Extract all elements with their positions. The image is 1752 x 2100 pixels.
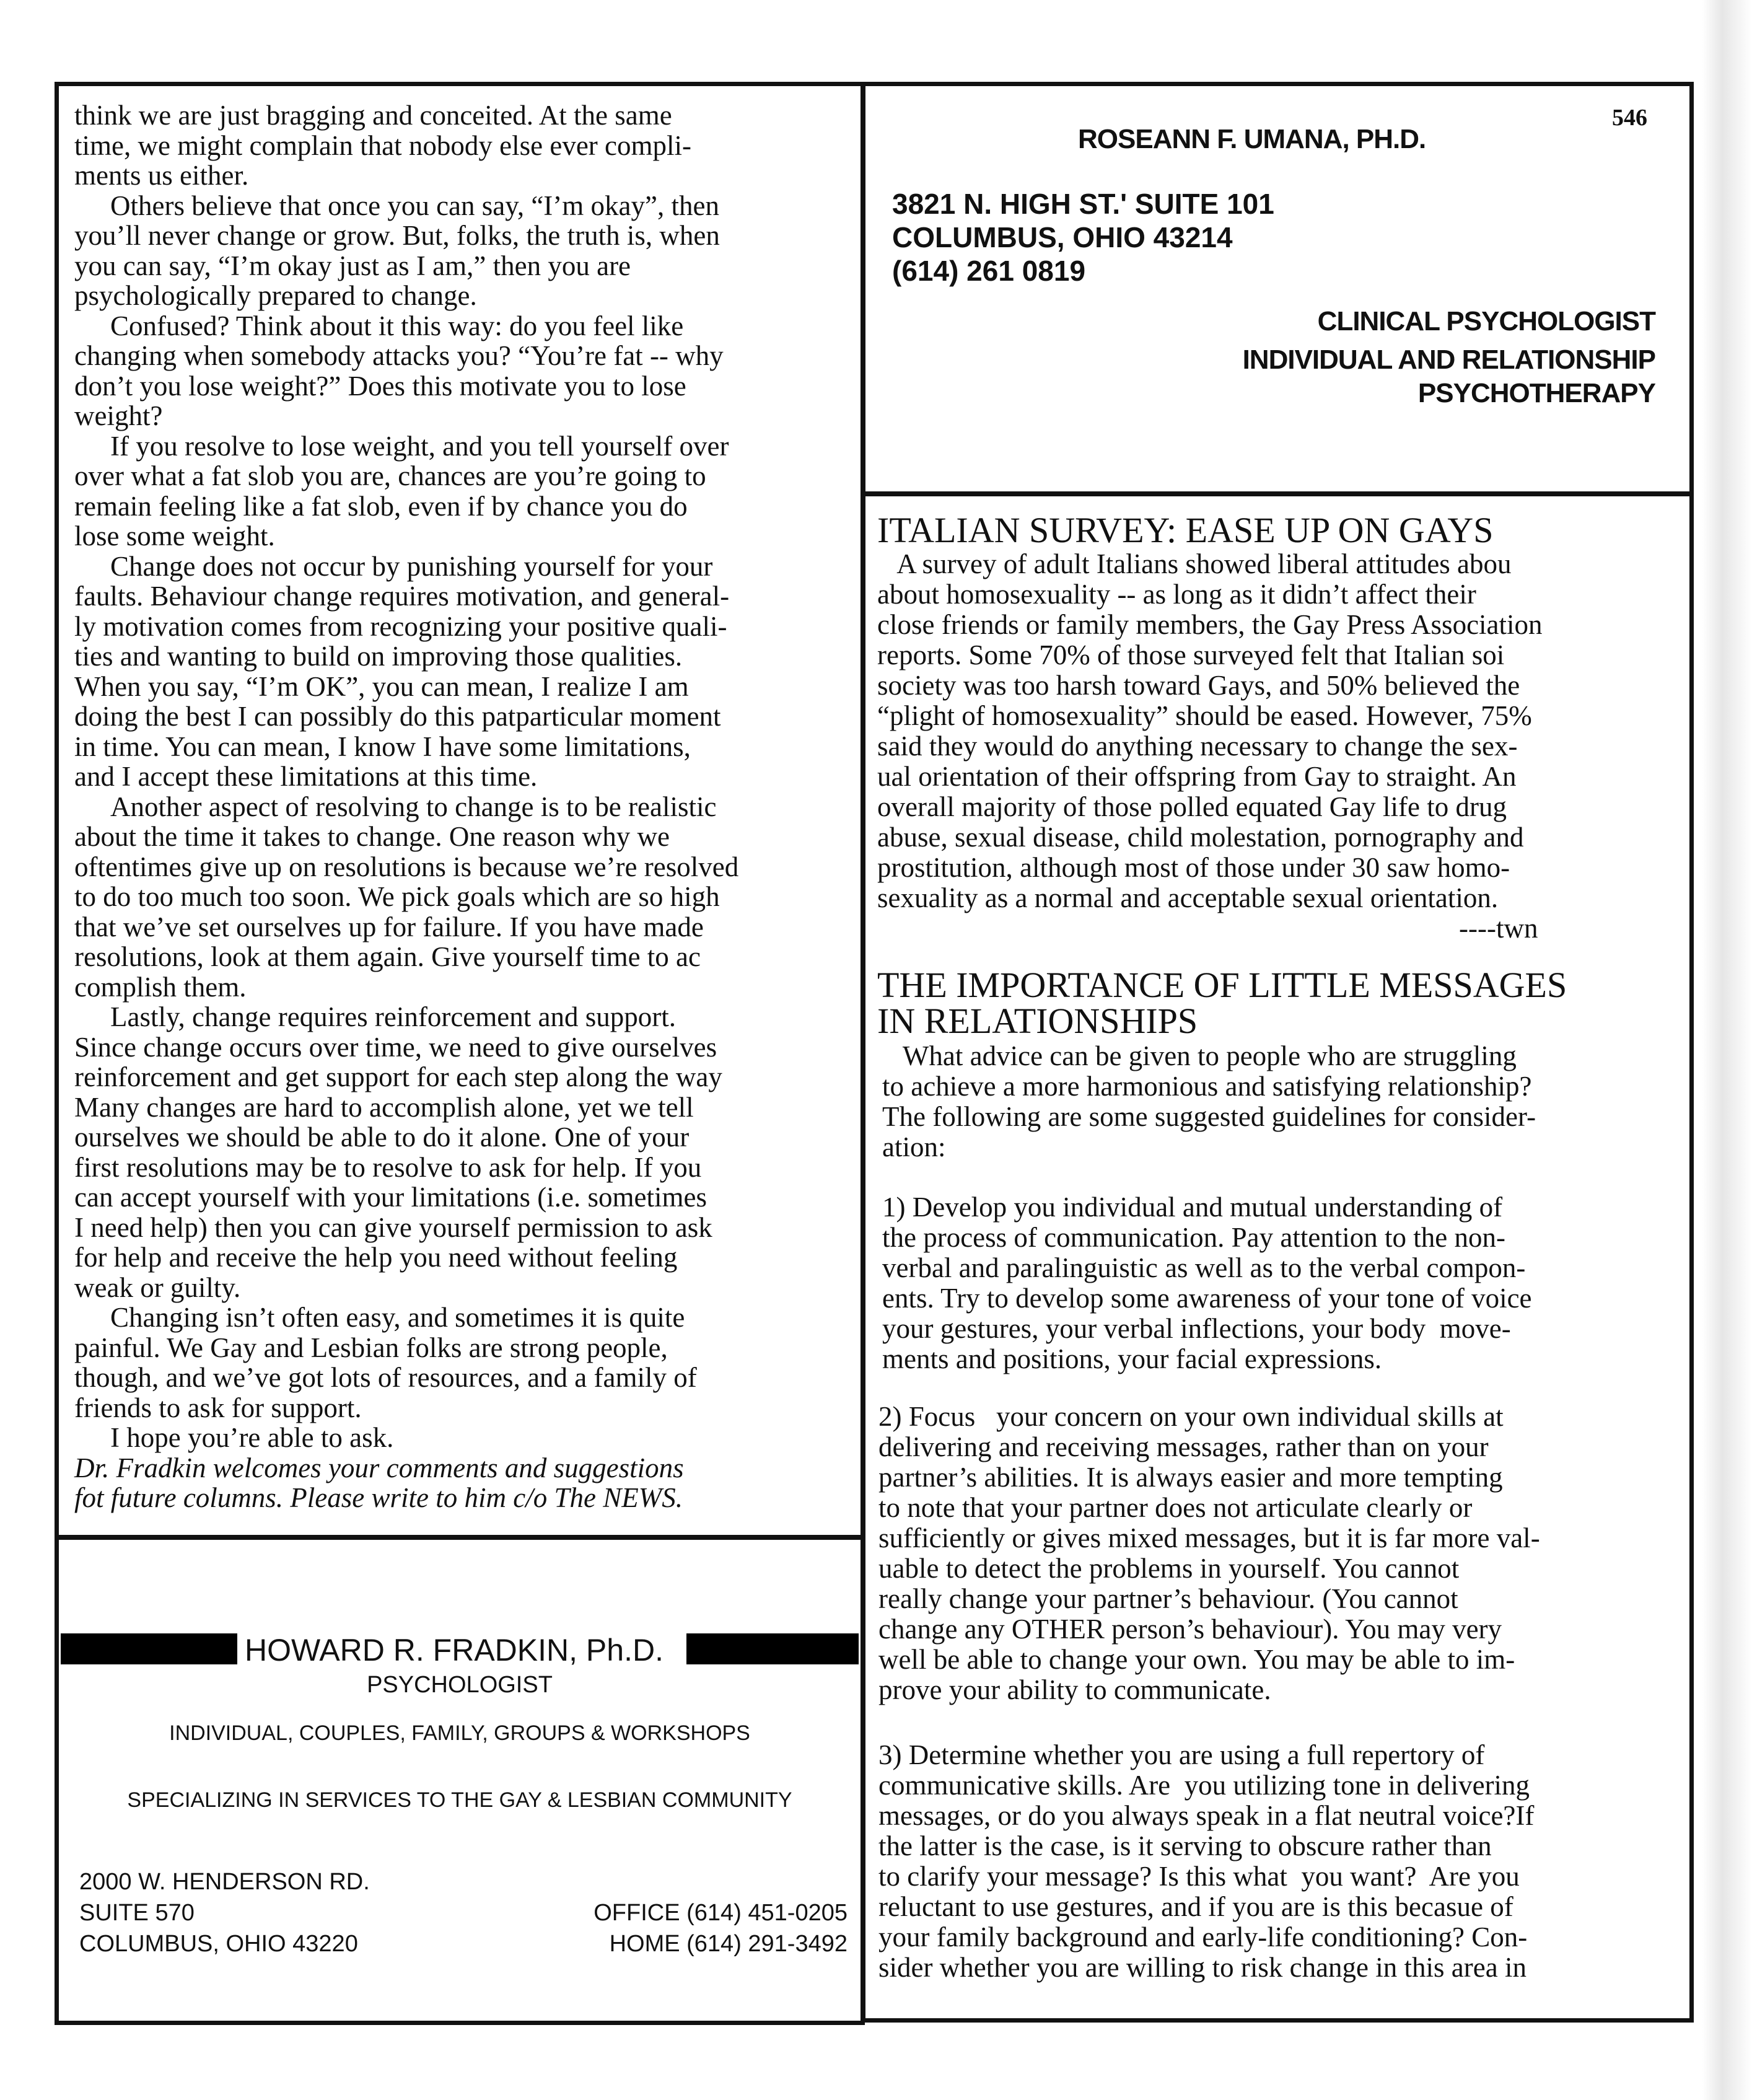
italian-survey-body	[877, 549, 1543, 913]
article-line: weak or guilty.	[74, 1272, 241, 1303]
article-line: sufficiently or gives mixed messages, but it is far more val-	[878, 1522, 1540, 1553]
article-line: ments and positions, your facial expressions.	[882, 1343, 1382, 1374]
article-line: psychologically prepared to change.	[74, 280, 477, 311]
umana-name: ROSEANN F. UMANA, PH.D.	[1078, 124, 1426, 154]
article-line: about the time it takes to change. One reason why we	[74, 821, 670, 852]
article-line: verbal and paralinguistic as well as to the verbal compon-	[882, 1252, 1526, 1283]
umana-address-1: 3821 N. HIGH ST.' SUITE 101	[892, 188, 1274, 220]
fradkin-address-2: SUITE 570	[79, 1900, 195, 1926]
article-line: The following are some suggested guidelines for consider-	[882, 1101, 1536, 1132]
messages-heading-line-2: IN RELATIONSHIPS	[877, 1001, 1198, 1041]
messages-guideline-1	[882, 1192, 1532, 1374]
article-line: really change your partner’s behaviour. (You cannot	[878, 1583, 1458, 1614]
fradkin-address-3: COLUMBUS, OHIO 43220	[79, 1931, 358, 1957]
article-line: 2) Focus your concern on your own individual skills at	[878, 1401, 1504, 1432]
article-line: sider whether you are willing to risk change in this area in	[878, 1952, 1526, 1983]
messages-heading-line-1: THE IMPORTANCE OF LITTLE MESSAGES	[877, 965, 1567, 1005]
article-line: first resolutions may be to resolve to ask for help. If you	[74, 1151, 702, 1183]
article-line: reports. Some 70% of those surveyed felt that Italian soi	[877, 639, 1505, 670]
article-line: I need help) then you can give yourself permission to ask	[74, 1211, 712, 1243]
article-line: don’t you lose weight?” Does this motivate you to lose	[74, 370, 686, 402]
fradkin-address-1: 2000 W. HENDERSON RD.	[79, 1869, 370, 1895]
article-line: and I accept these limitations at this time.	[74, 761, 538, 792]
article-line: Many changes are hard to accomplish alone, yet we tell	[74, 1091, 694, 1123]
article-line: sexuality as a normal and acceptable sexual orientation.	[877, 882, 1499, 913]
article-line: 3) Determine whether you are using a full repertory of	[878, 1739, 1485, 1770]
article-line: ments us either.	[74, 160, 249, 191]
article-line: the latter is the case, is it serving to obscure rather than	[878, 1830, 1492, 1861]
article-line: 1) Develop you individual and mutual understanding of	[882, 1192, 1503, 1223]
column-article-text	[74, 100, 861, 1513]
article-line: ties and wanting to build on improving those qualities.	[74, 641, 683, 672]
article-line: for help and receive the help you need without feeling	[74, 1242, 678, 1273]
article-line: communicative skills. Are you utilizing tone in delivering	[878, 1770, 1530, 1801]
article-line: uable to detect the problems in yourself. You cannot	[878, 1553, 1460, 1584]
article-line: Change does not occur by punishing yourself for your	[110, 550, 713, 582]
article-line: close friends or family members, the Gay Press Association	[877, 609, 1543, 640]
fradkin-home-phone: HOME (614) 291-3492	[609, 1931, 848, 1957]
article-line: faults. Behaviour change requires motivation, and general-	[74, 581, 730, 612]
article-line: that we’ve set ourselves up for failure. If you have made	[74, 911, 704, 942]
umana-phone: (614) 261 0819	[892, 255, 1086, 287]
article-line: reluctant to use gestures, and if you are is this becasue of	[878, 1891, 1513, 1922]
article-line: abuse, sexual disease, child molestation, pornography and	[877, 822, 1524, 853]
article-line: to achieve a more harmonious and satisfying relationship?	[882, 1071, 1532, 1102]
article-line: change any OTHER person’s behaviour). You may very	[878, 1614, 1502, 1645]
article-line: your family background and early-life conditioning? Con-	[878, 1922, 1528, 1953]
fradkin-services: INDIVIDUAL, COUPLES, FAMILY, GROUPS & WORKSHOPS	[169, 1721, 750, 1745]
article-line: Since change occurs over time, we need to give ourselves	[74, 1031, 717, 1063]
article-line: fot future columns. Please write to him c/o The NEWS.	[74, 1482, 683, 1513]
page-number: 546	[1612, 105, 1647, 131]
article-line: prostitution, although most of those under 30 saw homo-	[877, 852, 1510, 883]
article-line: think we are just bragging and conceited. At the same	[74, 100, 672, 131]
article-line: to do too much too soon. We pick goals which are so high	[74, 881, 720, 912]
article-line: Others believe that once you can say, “I’m okay”, then	[110, 190, 719, 221]
page-edge-shadow	[1702, 0, 1752, 2100]
article-line: complish them.	[74, 971, 247, 1003]
italian-survey-signature: ----twn	[1459, 913, 1538, 944]
article-line: in time. You can mean, I know I have some limitations,	[74, 731, 691, 762]
article-line: resolutions, look at them again. Give yourself time to ac	[74, 941, 701, 972]
article-line: Changing isn’t often easy, and sometimes it is quite	[110, 1302, 685, 1333]
fradkin-name: HOWARD R. FRADKIN, Ph.D.	[245, 1633, 664, 1667]
article-line: time, we might complain that nobody else ever compli-	[74, 130, 691, 161]
article-line: Confused? Think about it this way: do you feel like	[110, 310, 684, 341]
article-line: delivering and receiving messages, rather than on your	[878, 1431, 1489, 1462]
article-line: overall majority of those polled equated Gay life to drug	[877, 791, 1507, 822]
article-line: you can say, “I’m okay just as I am,” then you are	[74, 250, 631, 281]
umana-title-3: PSYCHOTHERAPY	[1417, 378, 1655, 408]
fradkin-office-phone: OFFICE (614) 451-0205	[593, 1900, 848, 1926]
umana-title-2: INDIVIDUAL AND RELATIONSHIP	[1242, 345, 1655, 375]
article-line: What advice can be given to people who are struggling	[882, 1040, 1517, 1071]
article-line: Another aspect of resolving to change is to be realistic	[110, 791, 717, 822]
article-line: the process of communication. Pay attention to the non-	[882, 1222, 1506, 1253]
article-line: ation:	[882, 1131, 946, 1162]
article-line: remain feeling like a fat slob, even if by chance you do	[74, 490, 688, 522]
article-line: weight?	[74, 400, 163, 431]
article-line: Lastly, change requires reinforcement and support.	[110, 1001, 676, 1032]
article-line: society was too harsh toward Gays, and 50% believed the	[877, 670, 1520, 701]
article-line: reinforcement and get support for each step along the way	[74, 1061, 722, 1092]
article-line: I hope you’re able to ask.	[110, 1422, 394, 1453]
decorative-bar-right	[686, 1633, 859, 1664]
article-line: ly motivation comes from recognizing your positive quali-	[74, 610, 727, 642]
article-line: over what a fat slob you are, chances are you’re going to	[74, 460, 706, 491]
article-line: painful. We Gay and Lesbian folks are strong people,	[74, 1332, 668, 1363]
article-line: doing the best I can possibly do this patparticular moment	[74, 701, 721, 732]
article-line: partner’s abilities. It is always easier and more tempting	[878, 1462, 1503, 1493]
article-line: prove your ability to communicate.	[878, 1674, 1271, 1705]
umana-title-1: CLINICAL PSYCHOLOGIST	[1317, 306, 1655, 336]
article-line: “plight of homosexuality” should be eased. However, 75%	[877, 700, 1532, 731]
fradkin-specialty: SPECIALIZING IN SERVICES TO THE GAY & LESBIAN COMMUNITY	[127, 1788, 792, 1812]
messages-intro	[882, 1041, 1536, 1162]
article-line: messages, or do you always speak in a flat neutral voice?If	[878, 1800, 1535, 1831]
article-line: your gestures, your verbal inflections, your body move-	[882, 1313, 1511, 1344]
article-line: ents. Try to develop some awareness of your tone of voice	[882, 1283, 1532, 1314]
article-line: Dr. Fradkin welcomes your comments and suggestions	[74, 1452, 684, 1483]
article-line: well be able to change your own. You may be able to im-	[878, 1644, 1515, 1675]
article-line: ual orientation of their offspring from Gay to straight. An	[877, 761, 1517, 792]
article-line: ourselves we should be able to do it alone. One of your	[74, 1122, 690, 1153]
article-line: lose some weight.	[74, 521, 275, 551]
article-line: can accept yourself with your limitations (i.e. sometimes	[74, 1182, 707, 1213]
messages-guideline-2	[878, 1402, 1540, 1705]
article-line: though, and we’ve got lots of resources, and a family of	[74, 1362, 697, 1393]
decorative-bar-left	[61, 1633, 237, 1664]
article-line: friends to ask for support.	[74, 1392, 362, 1423]
article-line: When you say, “I’m OK”, you can mean, I realize I am	[74, 670, 689, 702]
article-line: you’ll never change or grow. But, folks, the truth is, when	[74, 220, 720, 251]
italian-survey-heading: ITALIAN SURVEY: EASE UP ON GAYS	[877, 510, 1494, 550]
messages-guideline-3	[878, 1740, 1534, 1983]
umana-address-2: COLUMBUS, OHIO 43214	[892, 221, 1233, 253]
article-line: about homosexuality -- as long as it didn’t affect their	[877, 579, 1476, 610]
fradkin-title: PSYCHOLOGIST	[367, 1672, 553, 1698]
article-line: changing when somebody attacks you? “You’re fat -- why	[74, 340, 724, 371]
article-line: A survey of adult Italians showed liberal attitudes abou	[877, 548, 1512, 579]
article-line: oftentimes give up on resolutions is because we’re resolved	[74, 851, 739, 882]
article-line: said they would do anything necessary to change the sex-	[877, 731, 1518, 762]
article-line: to clarify your message? Is this what you want? Are you	[878, 1861, 1520, 1892]
article-line: to note that your partner does not articulate clearly or	[878, 1492, 1473, 1523]
article-line: If you resolve to lose weight, and you tell yourself over	[110, 430, 729, 462]
